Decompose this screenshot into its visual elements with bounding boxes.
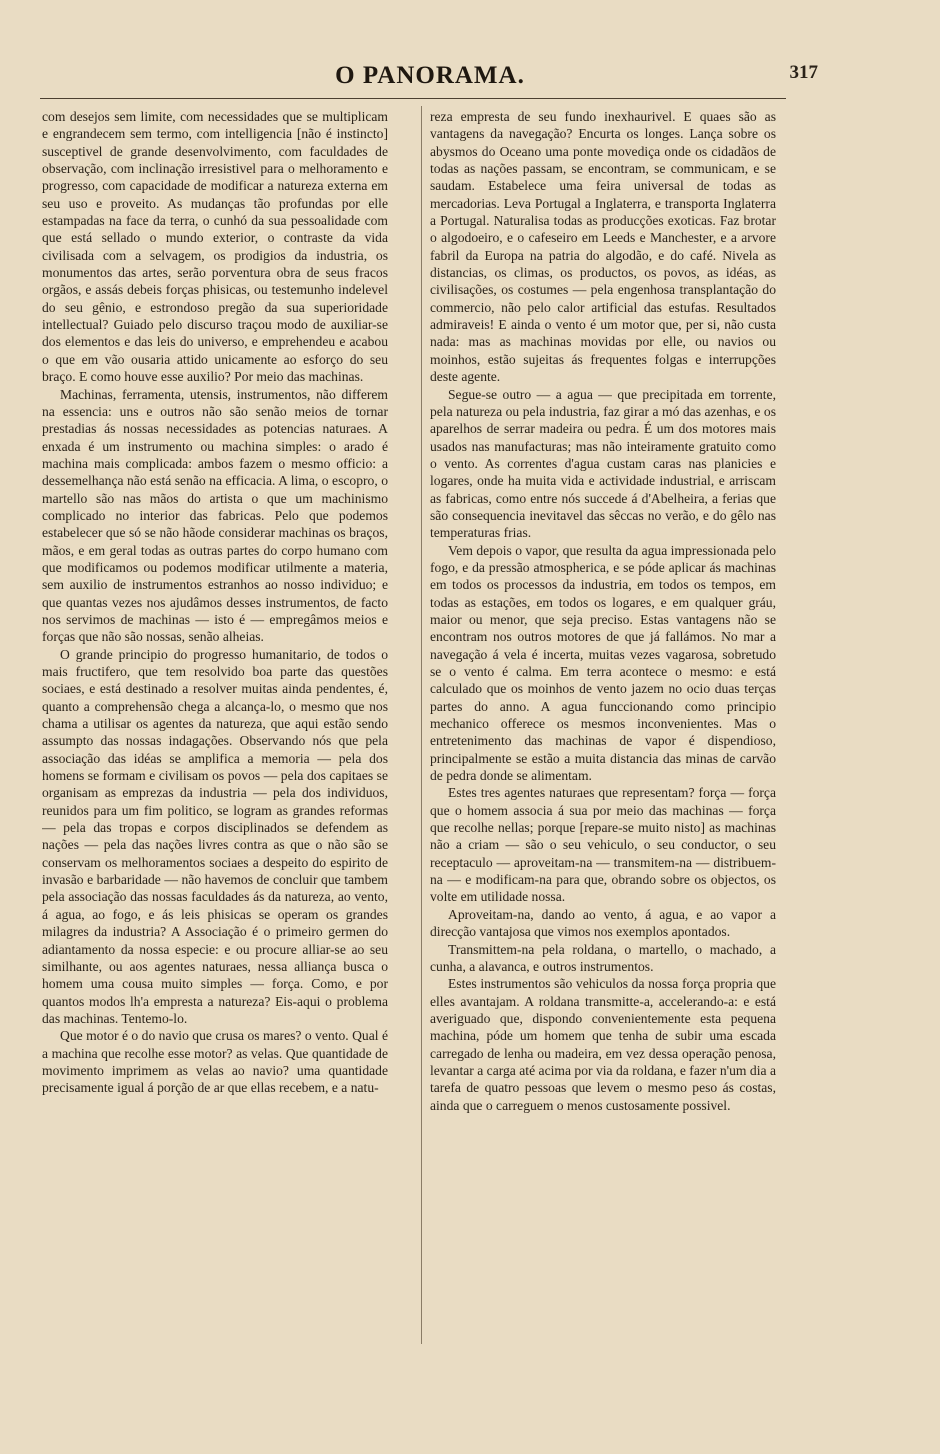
paragraph: reza empresta de seu fundo inexhaurivel. E quaes são as vantagens da navegação? Encurta os longes. Lança sobre os abysmos do Oceano uma ponte movediça onde os cidadãos de todas as nações passam, se encontram, se communicam, e se saudam. Estabelece uma feira universal de todas as mercadorias. Leva Portugal a Inglaterra, e transporta Inglaterra a Portugal. Naturalisa todas as producções exoticas. Faz brotar o algodoeiro, e o cafeseiro em Leeds e Manchester, e a arvore fabril da Europa na patria do algodão, e do café. Nivela as distancias, os climas, os productos, os povos, as idéas, as civilisações, os costumes — pela engenhosa transplantação do commercio, não pelo calor artificial das estufas. Resultados admiraveis! E ainda o vento é um motor que, per si, não custa nada: mas as machinas movidas por elle, ou navios ou moinhos, estão sujeitas ás frequentes folgas e interrupções deste agente. (430, 109, 776, 385)
right-column (430, 108, 776, 1348)
paragraph: Vem depois o vapor, que resulta da agua impressionada pelo fogo, e da pressão atmospherica, e se póde aplicar ás machinas em todos os processos da industria, em todos os tempos, em todas as estações, em todos os logares, e em qualquer gráu, maior ou menor, que seja preciso. Estas vantagens não se encontram nos outros motores de que já fallámos. No mar a navegação á vela é incerta, muitas vezes vagarosa, sobretudo se o vento é calma. Em terra acontece o mesmo: e está calculado que os moinhos de vento jazem no ocio duas terças partes do anno. A agua funccionando como principio mechanico offerece os mesmos inconvenientes. Mas o entretenimento das machinas de vapor é dispendioso, principalmente se estão a muita distancia das minas de carvão de pedra donde se alimentam. (430, 542, 776, 784)
column-divider (421, 106, 422, 1344)
paragraph: Segue-se outro — a agua — que precipitada em torrente, pela natureza ou pela industria, faz girar a mó das azenhas, e os aparelhos de serrar madeira ou pedra. É um dos motores mais usados nas manufacturas; mas não inteiramente gratuito como o vento. As correntes d'agua custam caras nas planicies e logares, onde ha muita vida e actividade industrial, e arriscam as fabricas, como entre nós succede á d'Abelheira, a ferias que são consequencia inevitavel das sêccas no verão, e do gêlo nas temperaturas frias. (430, 386, 776, 541)
paragraph: Aproveitam-na, dando ao vento, á agua, e ao vapor a direcção vantajosa que vimos nos exemplos apontados. (430, 906, 776, 940)
paragraph: Estes instrumentos são vehiculos da nossa força propria que elles avantajam. A roldana transmitte-a, accelerando-a: e está averiguado que, dispondo convenientemente esta pequena machina, póde um homem que tenha de subir uma escada carregado de lenha ou madeira, em vez dessa operação penosa, levantar a carga até acima por via da roldana, e fazer n'um dia a tarefa de quatro pessoas que levem o mesmo peso ás costas, ainda que o carreguem o menos custosamente possivel. (430, 976, 776, 1113)
header-rule (40, 98, 786, 99)
left-column (42, 108, 388, 1348)
page-number: 317 (789, 62, 818, 83)
paragraph: Transmittem-na pela roldana, o martello, o machado, a cunha, a alavanca, e outros instrumentos. (430, 941, 776, 974)
page-header (40, 58, 820, 98)
paragraph: O grande principio do progresso humanitario, de todos o mais fructifero, que tem resolvido boa parte das questões sociaes, e está destinado a resolver muitas ainda pendentes, é, quanto a comprehensão chega a alcança-lo, o mesmo que nos chama a utilisar os agentes da natureza, que aqui estão sendo assumpto das nossas indagações. Observando nós que pela associação das idéas se amplifica a memoria — pela dos homens se formam e civilisam os povos — pela dos capitaes se organisam as emprezas da industria — pela dos individuos, reunidos para um fim politico, se logram as grandes reformas — pela das tropas e corpos disciplinados se defendem as nações — pela das nações livres contra as que o não são se conservam os melhoramentos sociaes a despeito do espirito de invasão e barbaridade — não havemos de concluir que tambem pela associação das nossas faculdades ás da natureza, ao vento, á agua, ao fogo, e ás leis phisicas se operam os grandes milagres da industria? A Associação é o primeiro germen do adiantamento da nossa especie: e ou procure alliar-se ao seu similhante, ou aos agentes naturaes, nessa alliança busca o homem uma cousa muito simples — força. Como, e por quantos modos lh'a empresta a natureza? Eis-aqui o problema das machinas. Tentemo-lo. (42, 646, 388, 1026)
paragraph: Machinas, ferramenta, utensis, instrumentos, não differem na essencia: uns e outros não são senão meios de tornar prestadias ás nossas necessidades as potencias naturaes. A enxada é um instrumento ou machina simples: o arado é machina mais complicada: ambos fazem o mesmo officio: a dessemelhança não está senão na efficacia. A lima, o escopro, o martello são nas mãos do artista o que um machinismo complicado no interior das fabricas. Pelo que podemos estabelecer que só se não hãode considerar machinas os braços, mãos, e em geral todas as outras partes do corpo humano com que modificamos ou podemos modificar utilmente a materia, sem auxilio de instrumentos estranhos ao nosso individuo; e que quantas vezes nos ajudâmos desses instrumentos, de facto nos servimos de machinas — isto é — empregâmos meios e forças que não são nossas, senão alheias. (42, 386, 388, 645)
page-title: O PANORAMA. (335, 62, 525, 89)
paragraph: com desejos sem limite, com necessidades que se multiplicam e engrandecem sem termo, com intelligencia [não é instincto] susceptivel de grande desenvolvimento, com faculdades de observação, com inclinação irresistivel para o melhoramento e progresso, com capacidade de modificar a natureza externa em seu uso e proveito. As mudanças tão profundas por elle estampadas na face da terra, o cunhó da sua pessoalidade com que está sellado o mundo exterior, o contraste da vida civilisada com a selvagem, os prodigios da industria, os monumentos das artes, serão porventura obra de seus fracos orgãos, e assás debeis forças phisicas, ou testemunho indelevel do seu gênio, e estrondoso pregão da sua superioridade intellectual? Guiado pelo discurso traçou modo de auxiliar-se dos elementos e das leis do universo, e emprehendeu e acabou o que em vão ousaria attido unicamente ao esforço do seu braço. E como houve esse auxilio? Por meio das machinas. (42, 109, 388, 385)
paragraph: Estes tres agentes naturaes que representam? força — força que o homem associa á sua por meio das machinas — força que recolhe nellas; porque [repare-se muito nisto] as machinas não a criam — são o seu vehiculo, o seu conductor, o seu receptaculo — aproveitam-na — transmitem-na — distribuem-na — e modificam-na para que, obrando sobre os objectos, os volte em utilidade nossa. (430, 785, 776, 905)
paragraph: Que motor é o do navio que crusa os mares? o vento. Qual é a machina que recolhe esse motor? as velas. Que quantidade de movimento imprimem as velas ao navio? uma quantidade precisamente igual á porção de ar que ellas recebem, e a natu- (42, 1028, 388, 1096)
